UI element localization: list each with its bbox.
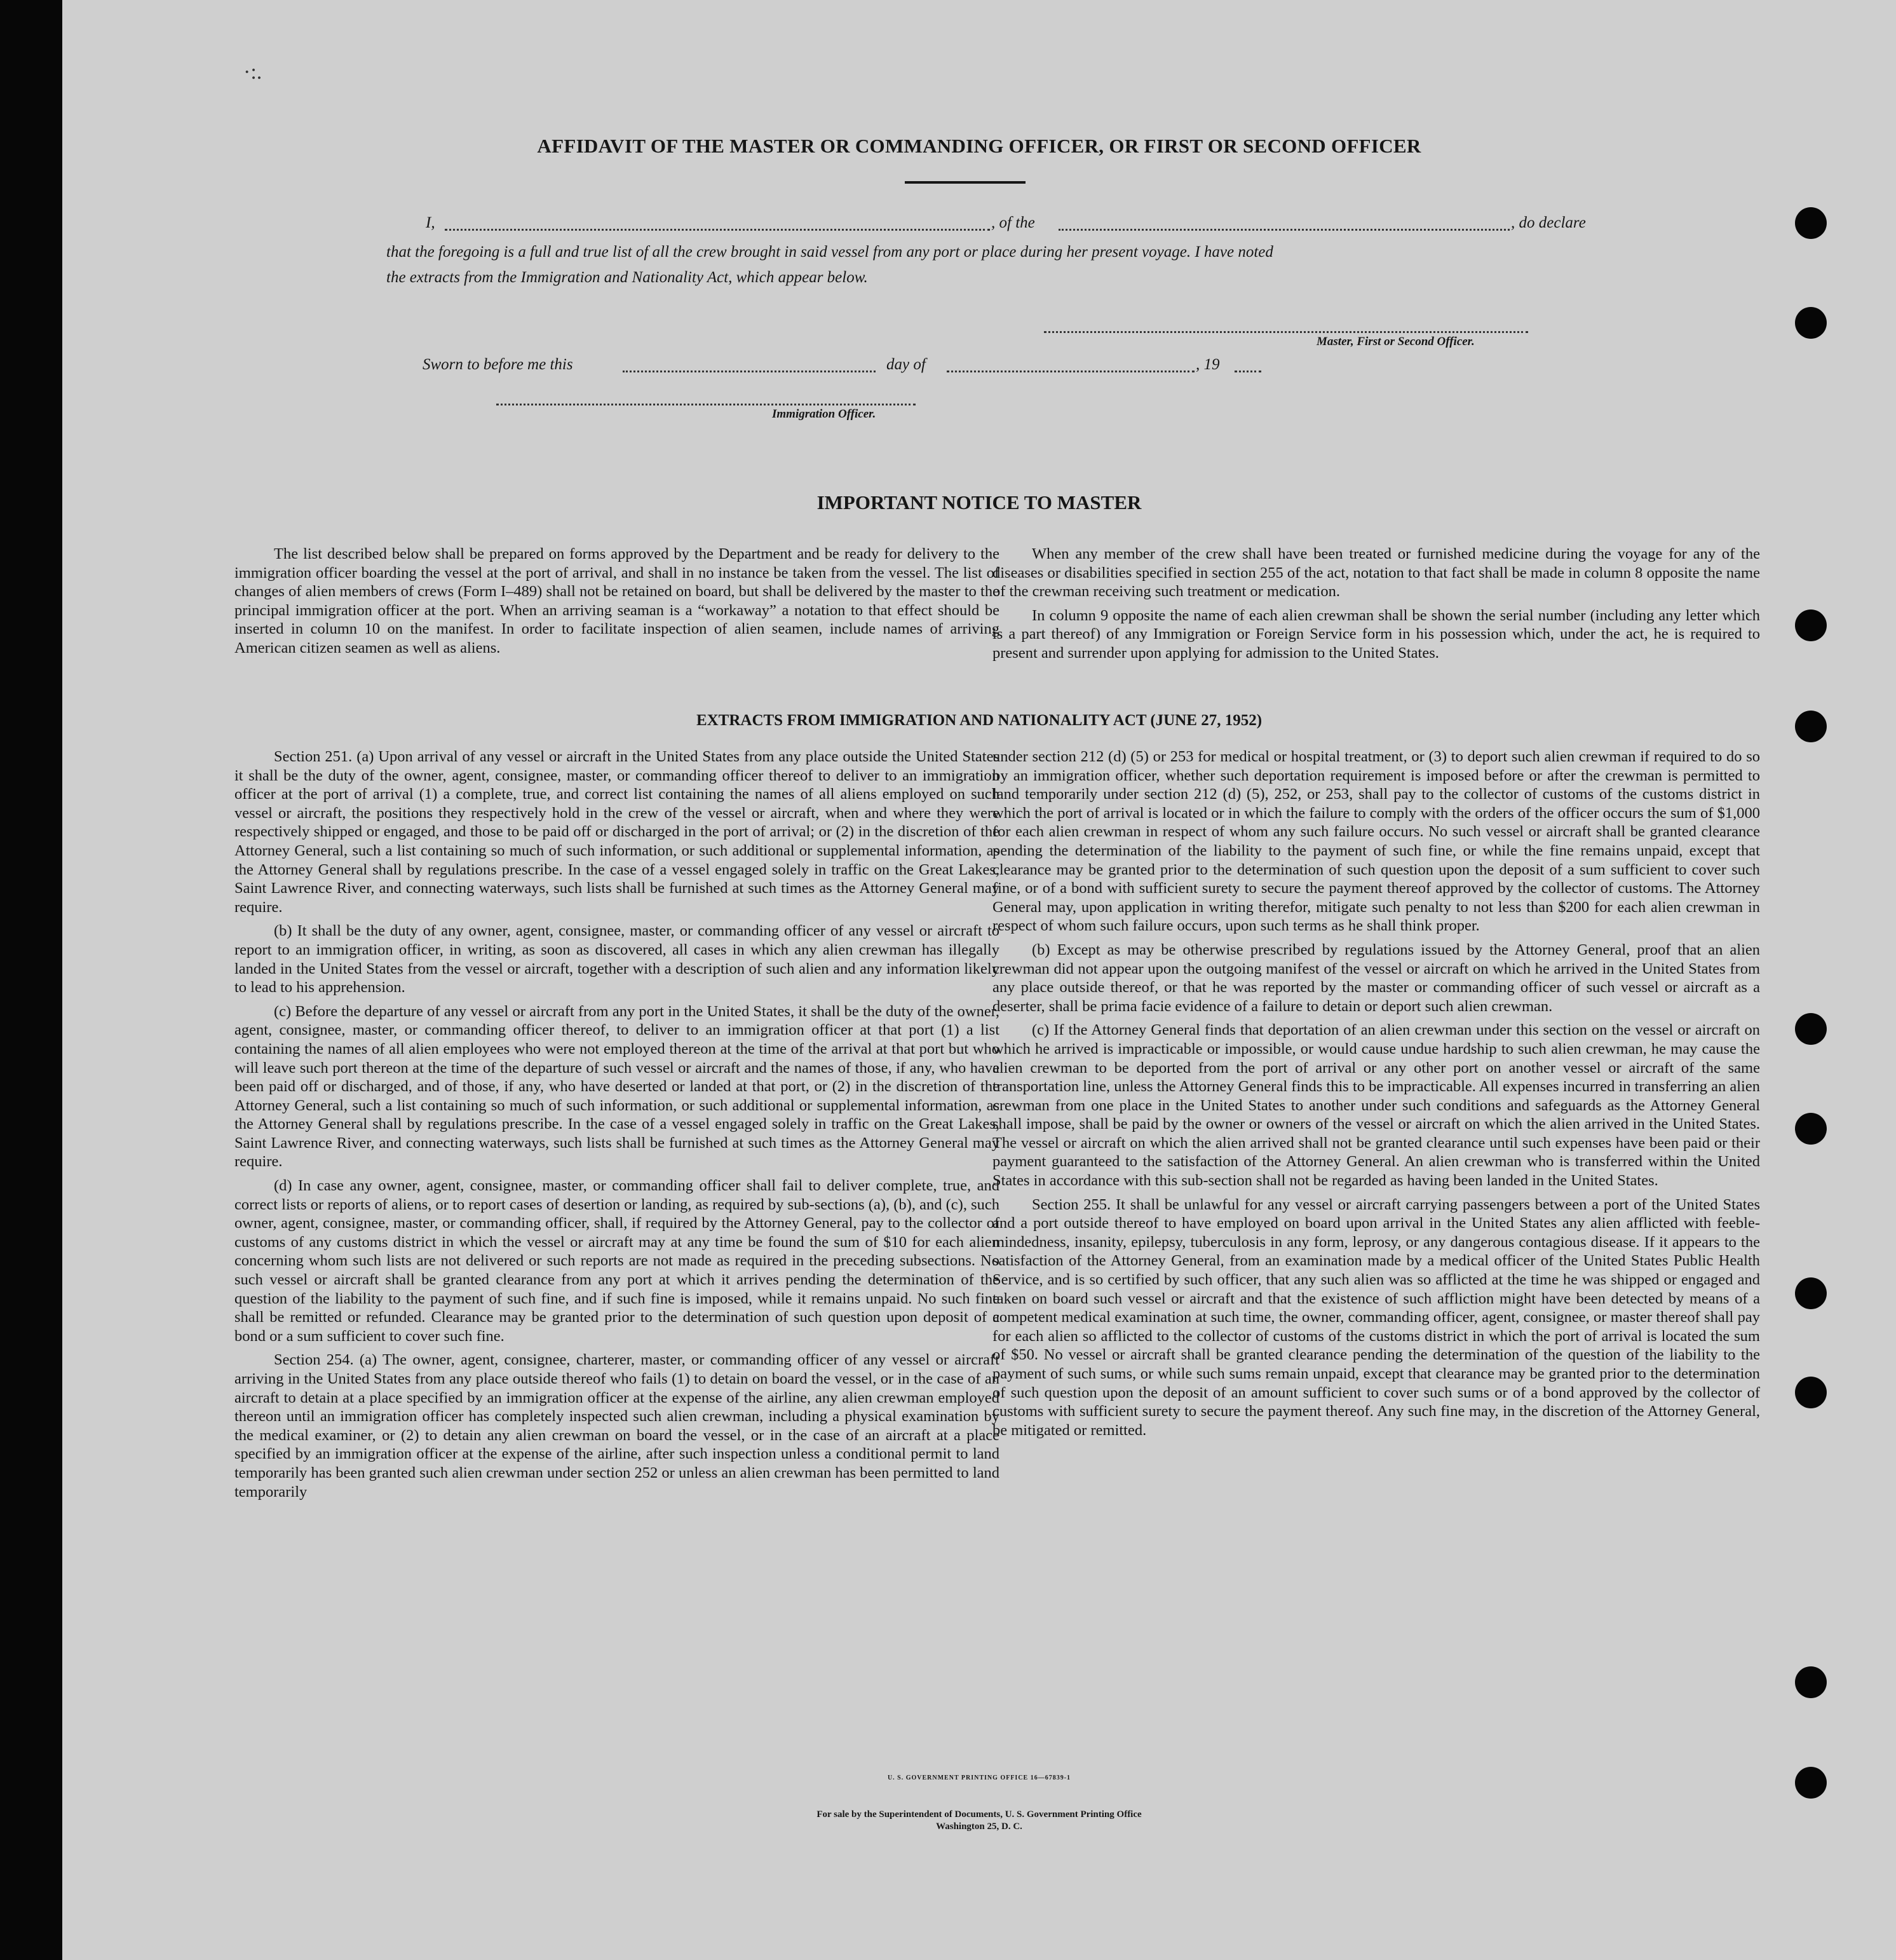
sworn-label: Sworn to before me this	[423, 356, 573, 373]
do-declare-label: , do declare	[1511, 214, 1586, 231]
immigration-officer-signature-field[interactable]	[496, 404, 916, 405]
punch-hole	[1795, 1277, 1827, 1309]
act-left-column	[234, 747, 999, 1506]
notice-paragraph: When any member of the crew shall have been treated or furnished medicine during the voyage for any of the diseases or disabilities specified in section 255 of the act, notation to that fact shall be made in column 8 opposite the name of the crewman receiving such treatment or medication.	[992, 545, 1760, 601]
act-paragraph: (b) Except as may be otherwise prescribed by regulations issued by the Attorney General, proof that an alien crewman did not appear upon the outgoing manifest of the vessel or aircraft on which he arrived in the United States from any place outside thereof, or that he was reported by the master or commanding officer of such vessel or aircraft as a deserter, shall be prima facie evidence of a failure to detain or deport such alien crewman.	[992, 941, 1760, 1015]
punch-hole	[1795, 1377, 1827, 1408]
declaration-line-2: that the foregoing is a full and true list of all the crew brought in said vessel from any port or place during her present voyage. I have noted	[386, 243, 1273, 261]
vessel-name-field[interactable]	[1059, 229, 1510, 231]
punch-hole	[1795, 1767, 1827, 1799]
form-title: AFFIDAVIT OF THE MASTER OR COMMANDING OFFICER, OR FIRST OR SECOND OFFICER	[537, 135, 1421, 157]
notice-paragraph: The list described below shall be prepared on forms approved by the Department and be ready for delivery to the immigration officer boarding the vessel at the port of arrival, and shall in no instance be taken from the vessel. The list of changes of alien members of crews (Form I–489) shall not be retained on board, but shall be delivered by the master to the principal immigration officer at the port. When an arriving seaman is a “workaway” a notation to that effect should be inserted in column 10 on the manifest. In order to facilitate inspection of alien seamen, include names of arriving American citizen seamen as well as aliens.	[234, 545, 999, 657]
corner-mark: ·:.	[243, 60, 262, 84]
sale-line: Washington 25, D. C.	[936, 1821, 1022, 1832]
day-of-label: day of	[886, 356, 926, 373]
punch-hole	[1795, 1666, 1827, 1698]
act-right-column	[992, 747, 1760, 1445]
act-paragraph: (d) In case any owner, agent, consignee, master, or commanding officer shall fail to deliver complete, true, and correct lists or reports of aliens, or to report cases of desertion or landing, as required by sub-sections (a), (b), and (c), such owner, agent, consignee, master, or commanding officer, shall, if required by the Attorney General, pay to the collector of customs of any customs district in which the vessel or aircraft may at any time be found the sum of $10 for each alien concerning whom such lists are not delivered or such reports are not made as required in the preceding subsections. No such vessel or aircraft shall be granted clearance from any port at which it arrives pending the determination of the question of the liability to the payment of such fine, and if such fine is imposed, while it remains unpaid. No such fine shall be remitted or refunded. Clearance may be granted prior to the determination of such question upon deposit of a bond or a sum sufficient to cover such fine.	[234, 1177, 999, 1345]
declaration-line-3: the extracts from the Immigration and Nationality Act, which appear below.	[386, 269, 868, 286]
punch-hole	[1795, 207, 1827, 239]
sworn-year-field[interactable]	[1235, 371, 1261, 372]
act-paragraph: Section 251. (a) Upon arrival of any vessel or aircraft in the United States from any place outside the United States it shall be the duty of the owner, agent, consignee, master, or commanding officer thereof to deliver to an immigration officer at the port of arrival (1) a complete, true, and correct list containing the names of all aliens employed on such vessel or aircraft, the positions they respectively hold in the crew of the vessel or aircraft, when and where they were respectively shipped or engaged, and those to be paid off or discharged in the port of arrival; or (2) in the discretion of the Attorney General, such a list containing so much of such information, or such additional or supplemental information, as the Attorney General shall by regulations prescribe. In the case of a vessel engaged solely in traffic on the Great Lakes, Saint Lawrence River, and connecting waterways, such lists shall be furnished at such times as the Attorney General may require.	[234, 748, 999, 916]
notice-left-column	[234, 545, 999, 663]
act-paragraph: (c) If the Attorney General finds that deportation of an alien crewman under this section on the vessel or aircraft on which he arrived is impracticable or impossible, or would cause undue hardship to such alien crewman, he may cause the alien crewman to be deported from the port of arrival or any other port on another vessel or aircraft of the same transportation line, unless the Attorney General finds this to be impracticable. All expenses incurred in transferring an alien crewman from one place in the United States to another under such conditions and safeguards as the Attorney General shall impose, shall be paid by the owner or owners of the vessel or aircraft on which the alien arrived in the United States. The vessel or aircraft on which the alien arrived shall not be granted clearance until such expenses have been paid or their payment guaranteed to the satisfaction of the Attorney General. An alien crewman who is transferred within the United States in accordance with this sub-section shall not be regarded as having been landed in the United States.	[992, 1021, 1760, 1190]
notice-title: IMPORTANT NOTICE TO MASTER	[816, 491, 1142, 514]
punch-hole	[1795, 1113, 1827, 1145]
punch-hole	[1795, 1013, 1827, 1045]
sale-notice	[62, 1809, 1896, 1833]
notice-paragraph: In column 9 opposite the name of each alien crewman shall be shown the serial number (including any letter which is a part thereof) of any Immigration or Foreign Service form in his possession which, under the act, he is required to present and surrender upon applying for admission to the United States.	[992, 606, 1760, 662]
document-page	[62, 0, 1896, 1960]
act-paragraph: Section 255. It shall be unlawful for any vessel or aircraft carrying passengers between a port of the United States and a port outside thereof to have employed on board upon arrival in the United States any alien afflicted with feeble-mindedness, insanity, epilepsy, tuberculosis in any form, leprosy, or any dangerous contagious disease. If it appears to the satisfaction of the Attorney General, from an examination made by a medical officer of the United States Public Health Service, and is so certified by such officer, that any such alien was so afflicted at the time he was shipped or engaged and taken on board such vessel or aircraft and that the existence of such affliction might have been detected by means of a competent medical examination at such time, the owner, commanding officer, agent, consignee, or master thereof shall pay for each alien so afflicted to the collector of customs of the customs district in which the port of arrival is located the sum of $50. No vessel or aircraft shall be granted clearance pending the determination of the question of the liability to the payment of such sums, or while such sums remain unpaid, except that clearance may be granted prior to the determination of such question upon the deposit of an amount sufficient to cover such sums or of a bond approved by the collector of customs with sufficient surety to secure the payment thereof. Any such fine may, in the discretion of the Attorney General, be mitigated or remitted.	[992, 1195, 1760, 1439]
immigration-officer-caption: Immigration Officer.	[772, 407, 876, 421]
punch-hole	[1795, 609, 1827, 641]
declarant-label: I,	[426, 214, 435, 231]
master-signature-caption: Master, First or Second Officer.	[1317, 335, 1475, 348]
sale-line: For sale by the Superintendent of Documents, U. S. Government Printing Office	[816, 1809, 1142, 1820]
declarant-name-field[interactable]	[445, 229, 990, 231]
act-paragraph: (b) It shall be the duty of any owner, agent, consignee, master, or commanding officer of any vessel or aircraft to report to an immigration officer, in writing, as soon as discovered, all cases in which any alien crewman has illegally landed in the United States from the vessel or aircraft, together with a description of such alien and any information likely to lead to his apprehension.	[234, 922, 999, 997]
act-paragraph: Section 254. (a) The owner, agent, consignee, charterer, master, or commanding officer of any vessel or aircraft arriving in the United States from any place outside thereof who fails (1) to detain on board the vessel, or in the case of an aircraft to detain at a place specified by an immigration officer at the expense of the airline, any alien crewman employed thereon until an immigration officer has completely inspected such alien crewman, including a physical examination by the medical examiner, or (2) to detain any alien crewman on board the vessel, or in the case of an aircraft at a place specified by an immigration officer at the expense of the airline, after such inspection unless a conditional permit to land temporarily has been granted such alien crewman under section 252 or unless an alien crewman has been permitted to land temporarily	[234, 1351, 999, 1501]
title-underline	[905, 181, 1026, 184]
punch-hole	[1795, 307, 1827, 339]
act-paragraph: under section 212 (d) (5) or 253 for medical or hospital treatment, or (3) to deport such alien crewman if required to do so by an immigration officer, whether such deportation requirement is imposed before or after the crewman is permitted to land temporarily under section 212 (d) (5), 252, or 253, shall pay to the collector of customs of the customs district in which the port of arrival is located or in which the failure to comply with the orders of the officer occurs the sum of $1,000 for each alien crewman in respect of whom any such failure occurs. No such vessel or aircraft shall be granted clearance pending the determination of the liability to the payment of such fine, or while the fine remains unpaid, except that clearance may be granted prior to the determination of such question upon the deposit of a sum sufficient to cover such fine, or of a bond with sufficient surety to secure the payment thereof approved by the collector of customs. The Attorney General may, upon application in writing therefor, mitigate such penalty to not less than $200 for each alien crewman in respect of whom such failure occurs, upon such terms as he shall think proper.	[992, 748, 1760, 935]
of-the-label: , of the	[991, 214, 1035, 231]
notice-right-column	[992, 545, 1760, 668]
printing-office-line: U. S. GOVERNMENT PRINTING OFFICE 16—67839-1	[887, 1774, 1071, 1781]
master-signature-field[interactable]	[1044, 331, 1528, 333]
sworn-day-field[interactable]	[623, 371, 876, 372]
act-paragraph: (c) Before the departure of any vessel or aircraft from any port in the United States, it shall be the duty of the owner, agent, consignee, master, or commanding officer thereof, to deliver to an immigration officer at that port (1) a list containing the names of all alien employees who were not employed thereon at the time of the arrival at that port but who will leave such port thereon at the time of the departure of such vessel or aircraft and the names of those, if any, who have been paid off or discharged, and of those, if any, who have deserted or landed at that port, or (2) in the discretion of the Attorney General, such a list containing so much of such information, or such additional or supplemental information, as the Attorney General shall by regulations prescribe. In the case of a vessel engaged solely in traffic on the Great Lakes, Saint Lawrence River, and connecting waterways, such lists shall be furnished at such times as the Attorney General may require.	[234, 1002, 999, 1171]
extracts-title: EXTRACTS FROM IMMIGRATION AND NATIONALITY ACT (JUNE 27, 1952)	[696, 712, 1263, 729]
year-label: , 19	[1196, 356, 1220, 373]
sworn-month-field[interactable]	[947, 371, 1195, 372]
